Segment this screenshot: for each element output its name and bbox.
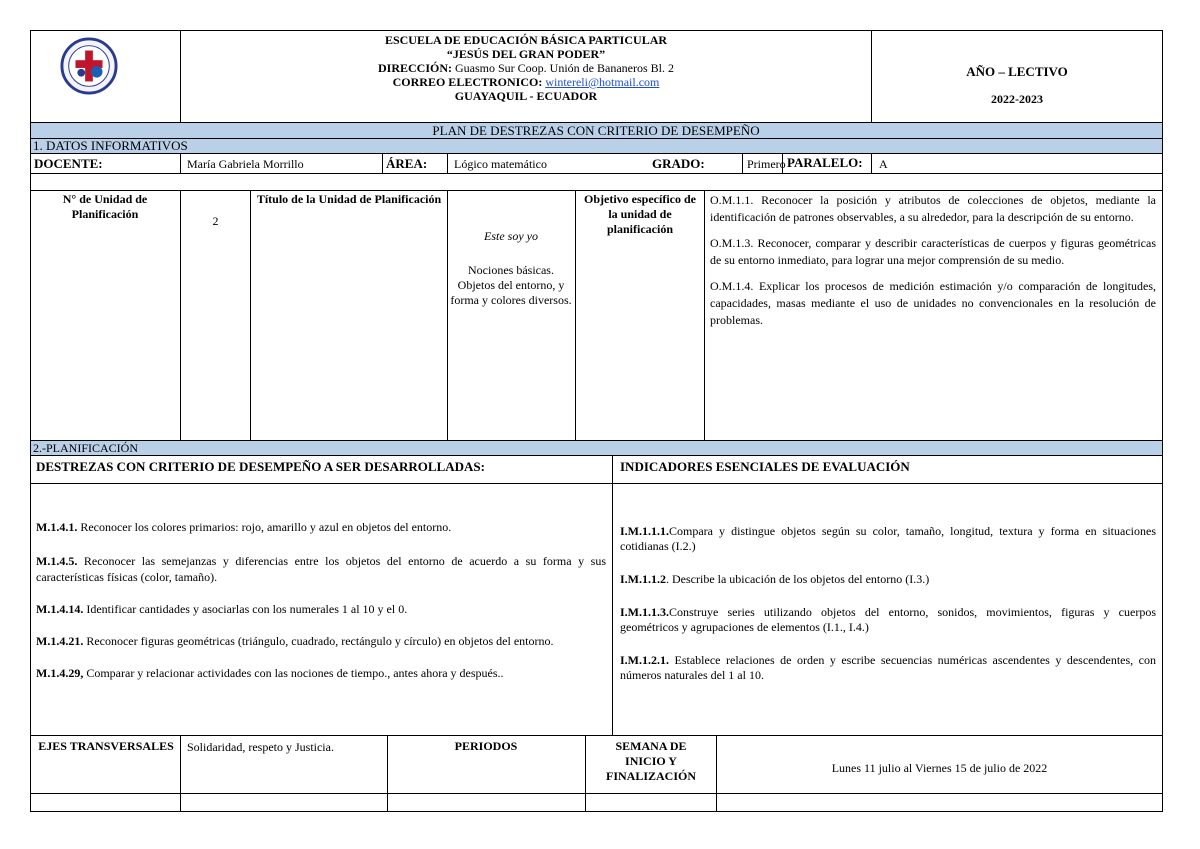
skill-item: M.1.4.14. Identificar cantidades y asociarlas con los numerales 1 al 10 y el 0. (36, 602, 408, 616)
skill-item: M.1.4.29, Comparar y relacionar actividades con las nociones de tiempo., antes ahora y después.. (36, 666, 504, 680)
grado-label: GRADO: (652, 156, 705, 171)
indicator-item: I.M.1.1.3.Construye series utilizando objetos del entorno, sonidos, movimientos, figuras y cuerpos geométricos y agrupaciones de elementos (I.1., I.4.) (620, 605, 1156, 634)
ejes-value: Solidaridad, respeto y Justicia. (187, 740, 334, 754)
skill-item: M.1.4.21. Reconocer figuras geométricas (triángulo, cuadrado, rectángulo y círculo) en objetos del entorno. (36, 634, 554, 648)
email-line: CORREO ELECTRONICO: wintereli@hotmail.com (392, 75, 660, 89)
indicator-item: I.M.1.1.2. Describe la ubicación de los objetos del entorno (I.3.) (620, 572, 930, 586)
plan-title: PLAN DE DESTREZAS CON CRITERIO DE DESEMPEÑO (432, 123, 760, 138)
school-logo (60, 37, 118, 95)
unit-title-label: Título de la Unidad de Planificación (256, 192, 442, 206)
unit-number-value: 2 (212, 214, 219, 228)
border-right (1162, 30, 1163, 811)
ejes-label: EJES TRANSVERSALES (38, 739, 174, 753)
skill-item: M.1.4.1. Reconocer los colores primarios: rojo, amarillo y azul en objetos del entorno. (36, 520, 452, 534)
border-top (30, 30, 1163, 31)
semana-label: SEMANA DE INICIO Y FINALIZACIÓN (605, 739, 696, 783)
paralelo-label: PARALELO: (787, 155, 863, 170)
school-motto: “JESÚS DEL GRAN PODER” (446, 47, 606, 61)
area-value: Lógico matemático (454, 157, 547, 171)
email-link[interactable]: wintereli@hotmail.com (545, 75, 660, 89)
semana-value: Lunes 11 julio al Viernes 15 de julio de 2022 (831, 761, 1048, 775)
objective-item: O.M.1.1. Reconocer la posición y atributos de colecciones de objetos, mediante la identificación de patrones observables, a su alrededor, para la descripción de su entorno. (710, 193, 1156, 224)
city: GUAYAQUIL - ECUADOR (454, 89, 598, 103)
docente-value: María Gabriela Morrillo (187, 157, 304, 171)
skills-list (36, 519, 606, 690)
border-bottom (30, 811, 1163, 812)
indicator-item: I.M.1.2.1. Establece relaciones de orden y escribe secuencias numéricas ascendentes y descendentes, con números naturales del 1 al 10. (620, 653, 1156, 682)
year-label: AÑO – LECTIVO (966, 64, 1068, 79)
skill-item: M.1.4.5. Reconocer las semejanzas y diferencias entre los objetos del entorno de acuerdo a su forma y sus características físicas (color, tamaño). (36, 554, 606, 584)
section2-band (30, 440, 1162, 455)
unit-title-description: Nociones básicas. Objetos del entorno, y forma y colores diversos. (450, 263, 572, 307)
border-left (30, 30, 31, 811)
objective-label: Objetivo específico de la unidad de planificación (584, 192, 696, 236)
indicators-header: INDICADORES ESENCIALES DE EVALUACIÓN (620, 459, 910, 474)
objective-item: O.M.1.3. Reconocer, comparar y describir características de cuerpos y figuras geométricas de su entorno inmediato, para lograr una mejor comprensión de su medio. (710, 236, 1156, 267)
objective-item: O.M.1.4. Explicar los procesos de medición estimación y/o comparación de longitudes, capacidades, masas mediante el uso de unidades no convencionales en la resolución de problemas. (710, 279, 1156, 327)
school-header (182, 33, 870, 103)
paralelo-value: A (879, 157, 888, 171)
area-label: ÁREA: (386, 156, 428, 171)
unit-title-value: Este soy yo (484, 229, 538, 243)
docente-label: DOCENTE: (34, 156, 103, 171)
section1-band (30, 138, 1162, 153)
grado-value: Primero (747, 157, 786, 171)
objectives-list (710, 192, 1156, 338)
address-line: DIRECCIÓN: Guasmo Sur Coop. Unión de Bananeros Bl. 2 (378, 61, 674, 75)
skills-header: DESTREZAS CON CRITERIO DE DESEMPEÑO A SER DESARROLLADAS: (36, 459, 485, 474)
periodos-label: PERIODOS (454, 739, 518, 753)
section1-title: 1. DATOS INFORMATIVOS (33, 138, 188, 153)
school-name: ESCUELA DE EDUCACIÓN BÁSICA PARTICULAR (384, 33, 668, 47)
unit-number-label: N° de Unidad de Planificación (62, 192, 148, 221)
school-year: 2022-2023 (991, 92, 1043, 106)
indicator-item: I.M.1.1.1.Compara y distingue objetos según su color, tamaño, longitud, textura y forma en situaciones cotidianas (I.2.) (620, 524, 1156, 553)
section2-title: 2.-PLANIFICACIÓN (33, 441, 138, 455)
indicators-list (620, 524, 1156, 692)
